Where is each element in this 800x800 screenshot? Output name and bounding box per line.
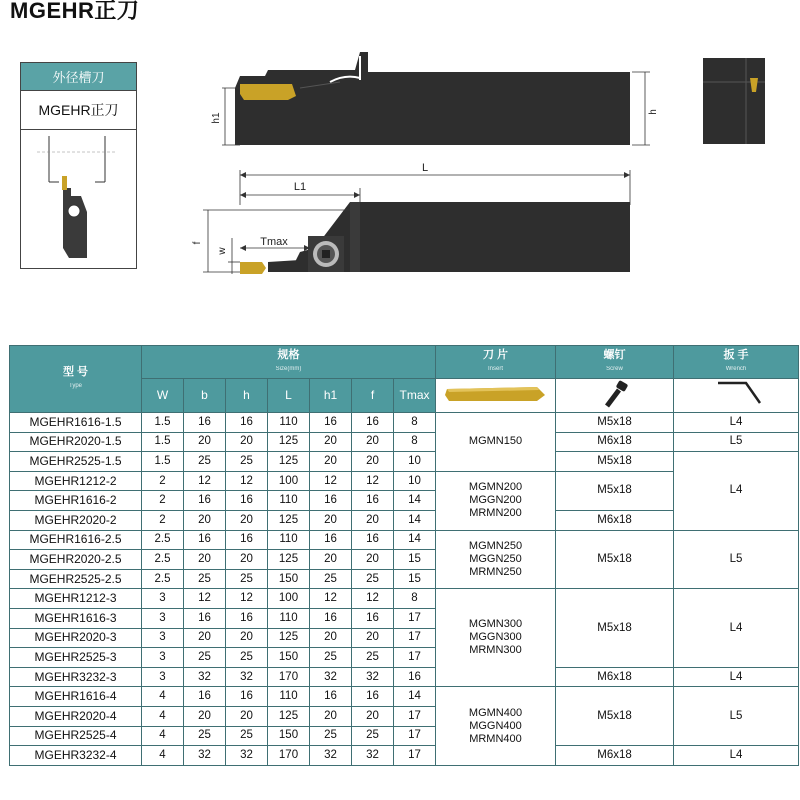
table-row (10, 589, 799, 609)
spec-cell: 16 (352, 530, 394, 550)
spec-cell: 14 (394, 510, 436, 530)
spec-cell: 4 (142, 726, 184, 746)
spec-cell: 10 (394, 452, 436, 472)
spec-cell: 110 (268, 608, 310, 628)
spec-cell: 15 (394, 550, 436, 570)
screw-cell: M6x18 (556, 432, 674, 452)
type-cell: MGEHR2020-3 (10, 628, 142, 648)
header-spec: 规格 Size(mm) (142, 346, 436, 379)
spec-cell: 12 (352, 471, 394, 491)
col-header: f (352, 379, 394, 413)
type-cell: MGEHR2525-4 (10, 726, 142, 746)
screw-icon (595, 380, 635, 408)
spec-cell: 12 (184, 589, 226, 609)
type-cell: MGEHR1212-2 (10, 471, 142, 491)
spec-cell: 125 (268, 510, 310, 530)
spec-cell: 16 (310, 413, 352, 433)
spec-cell: 3 (142, 628, 184, 648)
insert-code: MGMN200 (468, 481, 523, 494)
col-header: h1 (310, 379, 352, 413)
table-row (10, 413, 799, 433)
spec-cell: 4 (142, 706, 184, 726)
spec-cell: 110 (268, 687, 310, 707)
spec-cell: 12 (310, 589, 352, 609)
dim-L-label: L (421, 162, 429, 174)
insert-code: MRMN250 (469, 565, 522, 578)
insert-code: MGGN250 (469, 552, 522, 565)
spec-cell: 110 (268, 491, 310, 511)
dim-tmax-label: Tmax (260, 236, 288, 248)
table-row (10, 530, 799, 550)
insert-tip (240, 262, 266, 274)
spec-cell: 125 (268, 550, 310, 570)
col-header: W (142, 379, 184, 413)
table-row (10, 667, 799, 687)
spec-cell: 20 (226, 550, 268, 570)
table-row (10, 432, 799, 452)
wrench-cell: L5 (674, 432, 799, 452)
insert-cell (436, 589, 556, 687)
spec-cell: 20 (226, 432, 268, 452)
spec-cell: 16 (226, 491, 268, 511)
spec-cell: 125 (268, 452, 310, 472)
spec-cell: 14 (394, 687, 436, 707)
wrench-cell: L4 (674, 667, 799, 687)
spec-cell: 20 (310, 510, 352, 530)
spec-cell: 25 (226, 726, 268, 746)
col-header: Tmax (394, 379, 436, 413)
screw-cell: M5x18 (556, 452, 674, 472)
spec-cell: 16 (310, 687, 352, 707)
wrench-cell: L4 (674, 746, 799, 766)
table-row (10, 746, 799, 766)
spec-cell: 25 (352, 648, 394, 668)
spec-cell: 20 (352, 432, 394, 452)
spec-cell: 25 (226, 648, 268, 668)
spec-cell: 20 (226, 628, 268, 648)
spec-cell: 25 (184, 648, 226, 668)
type-cell: MGEHR1616-4 (10, 687, 142, 707)
wrench-cell: L4 (674, 589, 799, 667)
type-cell: MGEHR1616-2 (10, 491, 142, 511)
spec-cell: 16 (184, 530, 226, 550)
insert-blade (240, 84, 296, 100)
spec-table-body (10, 413, 799, 766)
spec-cell: 12 (226, 471, 268, 491)
spec-cell: 3 (142, 608, 184, 628)
spec-cell: 32 (226, 667, 268, 687)
spec-cell: 16 (352, 687, 394, 707)
spec-cell: 25 (310, 648, 352, 668)
spec-cell: 17 (394, 726, 436, 746)
type-cell: MGEHR1616-3 (10, 608, 142, 628)
insert-image (436, 379, 556, 413)
spec-cell: 17 (394, 628, 436, 648)
spec-cell: 25 (310, 726, 352, 746)
dim-w-label: w (217, 247, 228, 255)
spec-cell: 8 (394, 589, 436, 609)
spec-cell: 32 (310, 746, 352, 766)
spec-cell: 20 (352, 706, 394, 726)
spec-cell: 20 (184, 706, 226, 726)
wrench-cell: L5 (674, 687, 799, 746)
spec-cell: 110 (268, 413, 310, 433)
table-row (10, 452, 799, 472)
spec-cell: 150 (268, 648, 310, 668)
screw-cell: M6x18 (556, 667, 674, 687)
spec-cell: 20 (310, 550, 352, 570)
wrench-cell: L5 (674, 530, 799, 589)
screw-cell: M5x18 (556, 530, 674, 589)
spec-cell: 150 (268, 726, 310, 746)
spec-cell: 100 (268, 589, 310, 609)
spec-cell: 32 (310, 667, 352, 687)
insert-code: MGMN250 (468, 539, 523, 552)
insert-code: MGMN400 (468, 706, 523, 719)
spec-cell: 17 (394, 706, 436, 726)
spec-cell: 2.5 (142, 550, 184, 570)
spec-cell: 20 (184, 432, 226, 452)
insert-cell (436, 530, 556, 589)
insert-icon (441, 381, 551, 407)
dim-h1-label: h1 (211, 112, 222, 124)
spec-cell: 16 (184, 413, 226, 433)
spec-cell: 14 (394, 491, 436, 511)
spec-cell: 4 (142, 687, 184, 707)
type-cell: MGEHR1616-2.5 (10, 530, 142, 550)
spec-cell: 25 (226, 452, 268, 472)
type-cell: MGEHR2525-3 (10, 648, 142, 668)
spec-cell: 12 (352, 589, 394, 609)
spec-cell: 16 (352, 608, 394, 628)
spec-cell: 20 (226, 706, 268, 726)
insert-code: MGGN200 (469, 494, 522, 507)
spec-cell: 16 (184, 608, 226, 628)
spec-cell: 20 (184, 550, 226, 570)
spec-cell: 16 (184, 491, 226, 511)
spec-cell: 12 (310, 471, 352, 491)
header-insert: 刀 片 Insert (436, 346, 556, 379)
spec-cell: 3 (142, 667, 184, 687)
header-type: 型 号 Type (10, 346, 142, 413)
spec-cell: 20 (184, 628, 226, 648)
insert-code: MRMN200 (469, 507, 522, 520)
spec-cell: 32 (226, 746, 268, 766)
insert-cell (436, 413, 556, 472)
type-cell: MGEHR1212-3 (10, 589, 142, 609)
screw-cell: M5x18 (556, 687, 674, 746)
spec-cell: 17 (394, 648, 436, 668)
type-cell: MGEHR3232-3 (10, 667, 142, 687)
spec-table (9, 345, 799, 766)
spec-cell: 3 (142, 589, 184, 609)
spec-cell: 16 (394, 667, 436, 687)
spec-cell: 20 (352, 550, 394, 570)
spec-cell: 12 (184, 471, 226, 491)
dim-L1-label: L1 (293, 181, 307, 193)
spec-cell: 25 (184, 569, 226, 589)
tool-holder-end-view (703, 58, 765, 144)
spec-cell: 3 (142, 648, 184, 668)
spec-cell: 20 (310, 452, 352, 472)
insert-code: MRMN400 (469, 732, 522, 745)
tool-holder-side-view (235, 52, 630, 145)
dim-h-label: h (648, 109, 659, 115)
category-label: 外径槽刀 (21, 63, 136, 91)
type-cell: MGEHR2020-2.5 (10, 550, 142, 570)
tool-holder-top-view (240, 202, 630, 274)
spec-cell: 20 (352, 628, 394, 648)
spec-cell: 2 (142, 491, 184, 511)
type-cell: MGEHR1616-1.5 (10, 413, 142, 433)
insert-code: MGGN300 (469, 631, 522, 644)
screw-image (556, 379, 674, 413)
spec-cell: 16 (226, 530, 268, 550)
spec-cell: 12 (226, 589, 268, 609)
spec-cell: 32 (352, 746, 394, 766)
spec-cell: 100 (268, 471, 310, 491)
spec-cell: 125 (268, 706, 310, 726)
type-cell: MGEHR2020-4 (10, 706, 142, 726)
spec-cell: 16 (310, 608, 352, 628)
spec-cell: 170 (268, 746, 310, 766)
spec-cell: 2.5 (142, 569, 184, 589)
category-model: MGEHR正刀 (21, 91, 136, 130)
spec-cell: 2 (142, 471, 184, 491)
spec-cell: 16 (310, 530, 352, 550)
spec-cell: 2 (142, 510, 184, 530)
table-row (10, 687, 799, 707)
spec-cell: 16 (226, 413, 268, 433)
spec-cell: 20 (352, 452, 394, 472)
spec-cell: 32 (184, 746, 226, 766)
spec-cell: 16 (226, 687, 268, 707)
type-cell: MGEHR2525-2.5 (10, 569, 142, 589)
spec-cell: 150 (268, 569, 310, 589)
type-cell: MGEHR2525-1.5 (10, 452, 142, 472)
spec-cell: 16 (352, 413, 394, 433)
spec-cell: 20 (226, 510, 268, 530)
type-cell: MGEHR2020-1.5 (10, 432, 142, 452)
wrench-image (674, 379, 799, 413)
wrench-cell: L4 (674, 413, 799, 433)
spec-cell: 16 (184, 687, 226, 707)
page-title: MGEHR正刀 (10, 0, 140, 23)
spec-cell: 2.5 (142, 530, 184, 550)
screw-cell: M5x18 (556, 589, 674, 667)
insert-code: MRMN300 (469, 644, 522, 657)
spec-cell: 25 (310, 569, 352, 589)
spec-cell: 8 (394, 432, 436, 452)
screw-cell: M5x18 (556, 471, 674, 510)
spec-cell: 125 (268, 432, 310, 452)
insert-cell (436, 687, 556, 765)
spec-cell: 25 (184, 452, 226, 472)
spec-cell: 1.5 (142, 413, 184, 433)
spec-cell: 20 (310, 628, 352, 648)
spec-cell: 20 (310, 432, 352, 452)
spec-cell: 32 (352, 667, 394, 687)
spec-cell: 32 (184, 667, 226, 687)
insert-code: MGMN300 (468, 618, 523, 631)
technical-drawing (0, 0, 800, 340)
spec-cell: 25 (226, 569, 268, 589)
insert-code: MGGN400 (469, 719, 522, 732)
dim-f-label: f (192, 241, 203, 245)
spec-cell: 20 (352, 510, 394, 530)
col-header: h (226, 379, 268, 413)
spec-cell: 17 (394, 746, 436, 766)
col-header: L (268, 379, 310, 413)
spec-cell: 8 (394, 413, 436, 433)
spec-cell: 25 (352, 726, 394, 746)
spec-cell: 25 (352, 569, 394, 589)
col-header: b (184, 379, 226, 413)
spec-cell: 16 (310, 491, 352, 511)
spec-cell: 170 (268, 667, 310, 687)
spec-cell: 17 (394, 608, 436, 628)
screw-cell: M6x18 (556, 510, 674, 530)
spec-cell: 25 (184, 726, 226, 746)
spec-cell: 10 (394, 471, 436, 491)
spec-cell: 1.5 (142, 432, 184, 452)
spec-cell: 125 (268, 628, 310, 648)
screw-cell: M5x18 (556, 413, 674, 433)
screw-cell: M6x18 (556, 746, 674, 766)
spec-cell: 14 (394, 530, 436, 550)
spec-cell: 20 (184, 510, 226, 530)
spec-cell: 1.5 (142, 452, 184, 472)
wrench-cell: L4 (674, 452, 799, 530)
header-wrench: 扳 手 Wrench (674, 346, 799, 379)
insert-code: MGMN150 (468, 435, 523, 448)
type-cell: MGEHR3232-4 (10, 746, 142, 766)
insert-cell (436, 471, 556, 530)
type-cell: MGEHR2020-2 (10, 510, 142, 530)
spec-cell: 20 (310, 706, 352, 726)
spec-cell: 4 (142, 746, 184, 766)
hex-wrench-icon (706, 379, 766, 409)
spec-cell: 15 (394, 569, 436, 589)
spec-cell: 16 (226, 608, 268, 628)
header-screw: 螺钉 Screw (556, 346, 674, 379)
spec-cell: 16 (352, 491, 394, 511)
spec-cell: 110 (268, 530, 310, 550)
